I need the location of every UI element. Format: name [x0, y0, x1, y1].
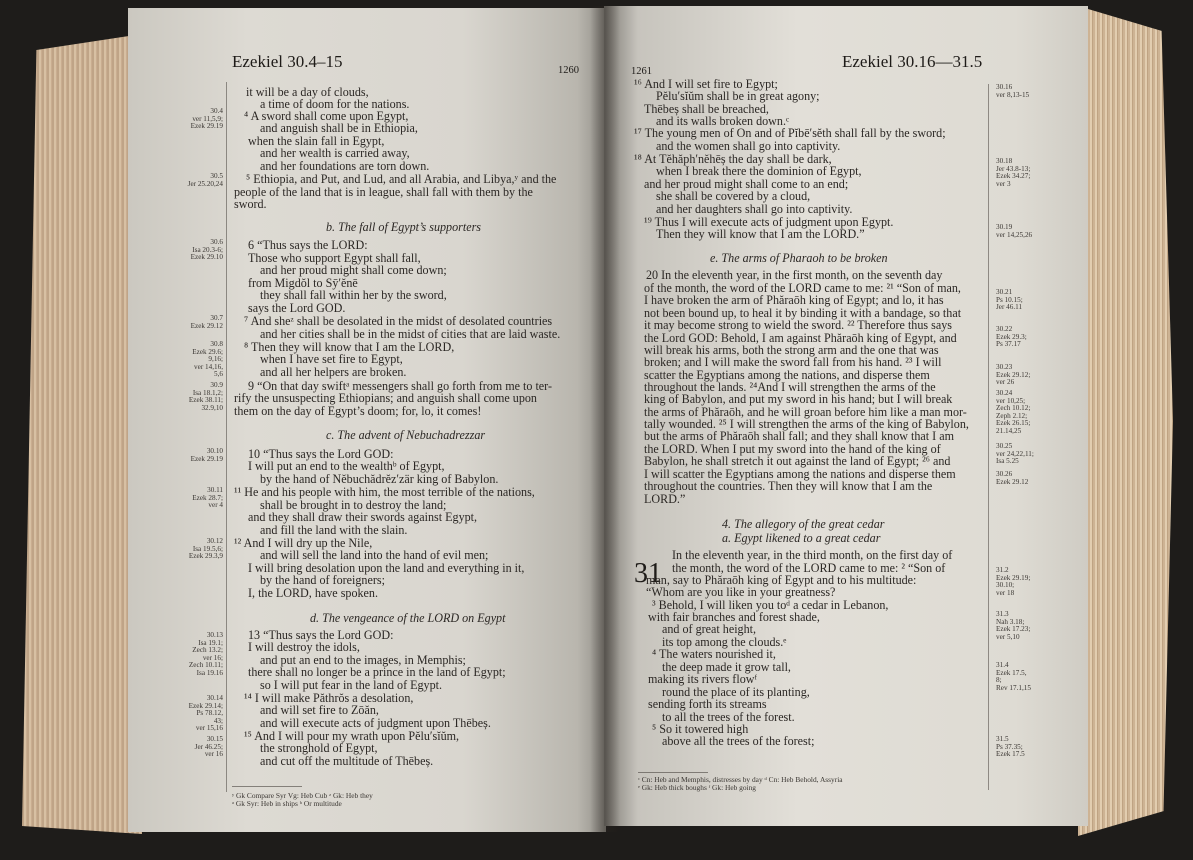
left-text-line: I will bring desolation upon the land and everything in it,: [248, 561, 525, 575]
left-section-heading: b. The fall of Egypt’s supporters: [326, 220, 481, 234]
left-margin-cross-reference: 30.13 Isa 19.1; Zech 13.2; ver 16; Zech 10.11; Isa 19.16: [188, 631, 223, 677]
right-margin-cross-reference: 31.2 Ezek 29.19; 30.10; ver 18: [996, 566, 1031, 597]
left-text-line: there shall no longer be a prince in the land of Egypt;: [248, 665, 506, 679]
left-margin-cross-reference: 30.15 Jer 46.25; ver 16: [194, 735, 223, 759]
right-page-number: 1261: [631, 66, 652, 77]
right-text-line: and of great height,: [662, 622, 757, 636]
chapter-numeral: 31: [634, 558, 662, 589]
right-margin-cross-reference: 31.3 Nah 3.18; Ezek 17.23; ver 5,10: [996, 610, 1031, 641]
left-text-line: 9 “On that day swiftᵃ messengers shall go forth from me to ter-: [248, 379, 552, 393]
right-text-line: of the month, the word of the LORD came to me: ²¹ “Son of man,: [644, 281, 961, 295]
left-text-line: from Migdŏl to Sȳ′ĕnē: [248, 276, 358, 290]
right-text-line: ¹⁶ And I will set fire to Egypt;: [634, 77, 778, 91]
left-text-line: and they shall draw their swords against Egypt,: [248, 510, 478, 524]
left-text-line: ⁸ Then they will know that I am the LORD,: [244, 340, 455, 354]
left-text-line: Those who support Egypt shall fall,: [248, 251, 421, 265]
left-text-line: ¹⁴ I will make Păthrŏs a desolation,: [244, 691, 414, 705]
right-text-line: In the eleventh year, in the third month, on the first day of: [672, 548, 953, 562]
left-margin-cross-reference: 30.10 Ezek 29.19: [190, 447, 223, 463]
right-text-line: the month, the word of the LORD came to me: ² “Son of: [672, 561, 946, 575]
right-margin-cross-reference: 30.22 Ezek 29.3; Ps 37.17: [996, 325, 1027, 349]
right-text-line: man, say to Phăraōh king of Egypt and to his multitude:: [646, 573, 917, 587]
left-text-line: so I will put fear in the land of Egypt.: [260, 678, 443, 692]
left-footnote: ʸ Gk Compare Syr Vg: Heb Cub ᶻ Gk: Heb they: [232, 791, 373, 800]
book-gutter-shadow: [590, 6, 620, 832]
left-text-line: by the hand of foreigners;: [260, 573, 385, 587]
left-text-line: and her proud might shall come down;: [260, 263, 447, 277]
right-text-line: ¹⁷ The young men of On and of Pĭbē′sĕth shall fall by the sword;: [634, 126, 946, 140]
right-margin-rule: [988, 84, 989, 790]
right-footnote: ᶜ Cn: Heb and Memphis, distresses by day ᵈ Cn: Heb Behold, Assyria: [638, 775, 843, 784]
right-text-line: ⁴ The waters nourished it,: [652, 647, 776, 661]
right-text-line: Thēbeș shall be breached,: [644, 102, 769, 116]
left-text-line: them on the day of Egypt’s doom; for, lo, it comes!: [234, 404, 482, 418]
left-text-line: when I have set fire to Egypt,: [260, 352, 403, 366]
right-text-line: ¹⁸ At Tĕhăph′nĕhēș the day shall be dark,: [634, 152, 832, 166]
left-text-line: by the hand of Nĕbuchădrĕz′zär king of Babylon.: [260, 472, 499, 486]
right-text-line: but the arms of Phăraōh shall fall; and they shall know that I am: [644, 429, 954, 443]
left-text-line: ¹¹ He and his people with him, the most terrible of the nations,: [234, 485, 535, 499]
left-text-line: and fill the land with the slain.: [260, 523, 408, 537]
right-text-line: not been bound up, to heal it by binding it with a bandage, so that: [644, 306, 962, 320]
left-margin-cross-reference: 30.14 Ezek 29.14; Ps 78.12, 43; ver 15,16: [188, 694, 223, 733]
right-running-head: Ezekiel 30.16—31.5: [842, 52, 983, 71]
left-text-line: sword.: [234, 197, 267, 211]
right-text-line: and its walls broken down.ᶜ: [656, 114, 790, 128]
right-text-line: I will scatter the Egyptians among the nations and disperse them: [644, 467, 956, 481]
right-text-line: tally wounded. ²⁵ I will strengthen the arms of the king of Babylon,: [644, 417, 969, 431]
right-margin-cross-reference: 30.25 ver 24,22,11; Isa 5.25: [996, 442, 1034, 466]
left-section-heading: c. The advent of Nebuchadrezzar: [326, 428, 486, 442]
left-text-line: and cut off the multitude of Thēbeș.: [260, 754, 434, 768]
left-margin-cross-reference: 30.4 ver 11,5,9; Ezek 29.19: [190, 107, 223, 131]
left-text-line: ⁴ A sword shall come upon Egypt,: [244, 109, 409, 123]
left-text-line: rify the unsuspecting Ethiopians; and anguish shall come upon: [234, 391, 537, 405]
right-text-line: with fair branches and forest shade,: [648, 610, 820, 624]
right-margin-cross-reference: 30.18 Jer 43.8-13; Ezek 34.27; ver 3: [996, 157, 1031, 188]
right-text-line: throughout the lands. ²⁴And I will strengthen the arms of the: [644, 380, 936, 394]
left-section-heading: d. The vengeance of the LORD on Egypt: [310, 611, 506, 625]
left-text-line: people of the land that is in league, shall fall with them by the: [234, 185, 533, 199]
left-text-line: it will be a day of clouds,: [246, 85, 369, 99]
left-text-line: ⁵ Ethiopia, and Put, and Lud, and all Arabia, and Libya,ʸ and the: [246, 172, 557, 186]
right-text-line: sending forth its streams: [648, 697, 767, 711]
right-margin-cross-reference: 30.24 ver 10,25; Zech 10.12; Zeph 2.12; Ezek 26.15; 21.14,25: [996, 389, 1031, 435]
right-text-line: to all the trees of the forest.: [662, 710, 795, 724]
left-margin-cross-reference: 30.7 Ezek 29.12: [190, 314, 223, 330]
left-text-line: and will sell the land into the hand of evil men;: [260, 548, 489, 562]
left-text-line: and her foundations are torn down.: [260, 159, 430, 173]
right-margin-cross-reference: 31.4 Ezek 17.5, 8; Rev 17.1,15: [996, 661, 1031, 692]
right-text-line: 20 In the eleventh year, in the first month, on the seventh day: [646, 268, 943, 282]
right-text-line: the Lord GOD: Behold, I am against Phăraōh king of Egypt, and: [644, 331, 957, 345]
right-text-line: I have broken the arm of Phăraōh king of Egypt; and lo, it has: [644, 293, 944, 307]
left-text-line: and her wealth is carried away,: [260, 146, 410, 160]
left-text-line: 10 “Thus says the Lord GOD:: [248, 447, 394, 461]
left-text-line: ¹⁵ And I will pour my wrath upon Pĕlu′sĭŭm,: [244, 729, 460, 743]
left-page: [128, 8, 606, 832]
left-text-line: and her cities shall be in the midst of cities that are laid waste.: [260, 327, 561, 341]
right-text-line: and the women shall go into captivity.: [656, 139, 841, 153]
left-footnote-rule: [232, 786, 302, 787]
right-text-line: scatter the Egyptians among the nations, and disperse them: [644, 368, 930, 382]
right-text-line: king of Babylon, and put my sword in his hand; but I will break: [644, 392, 953, 406]
right-footnote: ᵉ Gk: Heb thick boughs ᶠ Gk: Heb going: [638, 783, 756, 792]
left-margin-cross-reference: 30.9 Isa 18.1,2; Ezek 38.11; 32.9,10: [188, 381, 223, 412]
right-text-line: will break his arms, both the strong arm and the one that was: [644, 343, 939, 357]
left-running-head: Ezekiel 30.4–15: [232, 52, 343, 71]
right-text-line: LORD.”: [644, 492, 686, 506]
left-text-line: I, the LORD, have spoken.: [248, 586, 378, 600]
left-text-line: and all her helpers are broken.: [260, 365, 407, 379]
right-text-line: she shall be covered by a cloud,: [656, 189, 811, 203]
left-text-line: 13 “Thus says the Lord GOD:: [248, 628, 394, 642]
right-margin-cross-reference: 30.23 Ezek 29.12; ver 26: [996, 363, 1031, 387]
left-text-line: and put an end to the images, in Memphis;: [260, 653, 466, 667]
left-footnote: ᵃ Gk Syr: Heb in ships ᵇ Or multitude: [232, 799, 342, 808]
right-text-line: broken; and I will make the sword fall from his hand. ²³ I will: [644, 355, 942, 369]
left-margin-cross-reference: 30.12 Isa 19.5,6; Ezek 29.3,9: [188, 537, 223, 561]
right-section-heading: a. Egypt likened to a great cedar: [722, 531, 881, 545]
right-margin-cross-reference: 30.21 Ps 10.15; Jer 46.11: [996, 288, 1023, 312]
left-text-line: says the Lord GOD.: [248, 301, 346, 315]
left-page-block-edge: [22, 34, 142, 834]
right-margin-cross-reference: 30.19 ver 14,25,26: [996, 223, 1033, 239]
right-text-line: the LORD. When I put my sword into the hand of the king of: [644, 442, 941, 456]
left-margin-cross-reference: 30.5 Jer 25.20,24: [187, 172, 223, 188]
right-text-line: when I break there the dominion of Egypt,: [656, 164, 862, 178]
right-text-line: Pĕlu′sĭŭm shall be in great agony;: [656, 89, 820, 103]
right-text-line: and her daughters shall go into captivity.: [656, 202, 853, 216]
left-text-line: I will put an end to the wealthᵇ of Egypt,: [248, 459, 445, 473]
left-margin-cross-reference: 30.8 Ezek 29.6; 9,16; ver 14,16, 5,6: [192, 340, 223, 379]
left-text-line: they shall fall within her by the sword,: [260, 288, 447, 302]
right-text-line: making its rivers flowᶠ: [648, 672, 757, 686]
right-text-line: above all the trees of the forest;: [662, 734, 815, 748]
right-text-line: Babylon, he shall stretch it out against the land of Egypt; ²⁶ and: [644, 454, 951, 468]
left-text-line: and will set fire to Zōăn,: [260, 703, 379, 717]
right-page-block-edge: [1078, 6, 1173, 836]
right-text-line: ⁵ So it towered high: [652, 722, 749, 736]
left-text-line: when the slain fall in Egypt,: [248, 134, 385, 148]
left-text-line: ⁷ And sheᶻ shall be desolated in the midst of desolated countries: [244, 314, 553, 328]
left-margin-rule: [226, 82, 227, 792]
right-section-heading: e. The arms of Pharaoh to be broken: [710, 251, 888, 265]
right-text-line: ¹⁹ Thus I will execute acts of judgment upon Egypt.: [644, 215, 894, 229]
left-text-line: the stronghold of Egypt,: [260, 741, 378, 755]
left-margin-cross-reference: 30.11 Ezek 28.7; ver 4: [192, 486, 223, 510]
left-text-line: ¹² And I will dry up the Nile,: [234, 536, 373, 550]
right-text-line: round the place of its planting,: [662, 685, 810, 699]
right-text-line: throughout the countries. Then they will know that I am the: [644, 479, 933, 493]
left-page-number: 1260: [558, 65, 579, 76]
left-text-line: and will execute acts of judgment upon Thēbeș.: [260, 716, 491, 730]
right-footnote-rule: [638, 772, 708, 773]
left-margin-cross-reference: 30.6 Isa 20.3-6; Ezek 29.10: [190, 238, 223, 262]
right-margin-cross-reference: 31.5 Ps 37.35; Ezek 17.5: [996, 735, 1025, 759]
right-text-line: and her proud might shall come to an end;: [644, 177, 849, 191]
right-text-line: the arms of Phăraōh, and he will groan before him like a man mor-: [644, 405, 967, 419]
right-section-heading: 4. The allegory of the great cedar: [722, 517, 885, 531]
right-text-line: Then they will know that I am the LORD.”: [656, 227, 865, 241]
left-text-line: I will destroy the idols,: [248, 640, 360, 654]
right-page: [604, 6, 1088, 826]
right-margin-cross-reference: 30.26 Ezek 29.12: [996, 470, 1029, 486]
left-text-line: and anguish shall be in Ethiopia,: [260, 121, 418, 135]
right-margin-cross-reference: 30.16 ver 8,13-15: [996, 83, 1030, 99]
right-text-line: its top among the clouds.ᵉ: [662, 635, 787, 649]
left-text-line: 6 “Thus says the LORD:: [248, 238, 368, 252]
left-text-line: shall be brought in to destroy the land;: [260, 498, 447, 512]
right-text-line: it may become strong to wield the sword. ²² Therefore thus says: [644, 318, 952, 332]
right-text-line: “Whom are you like in your greatness?: [646, 585, 836, 599]
right-text-line: the deep made it grow tall,: [662, 660, 791, 674]
right-text-line: ³ Behold, I will liken you toᵈ a cedar in Lebanon,: [652, 598, 889, 612]
left-text-line: a time of doom for the nations.: [260, 97, 410, 111]
